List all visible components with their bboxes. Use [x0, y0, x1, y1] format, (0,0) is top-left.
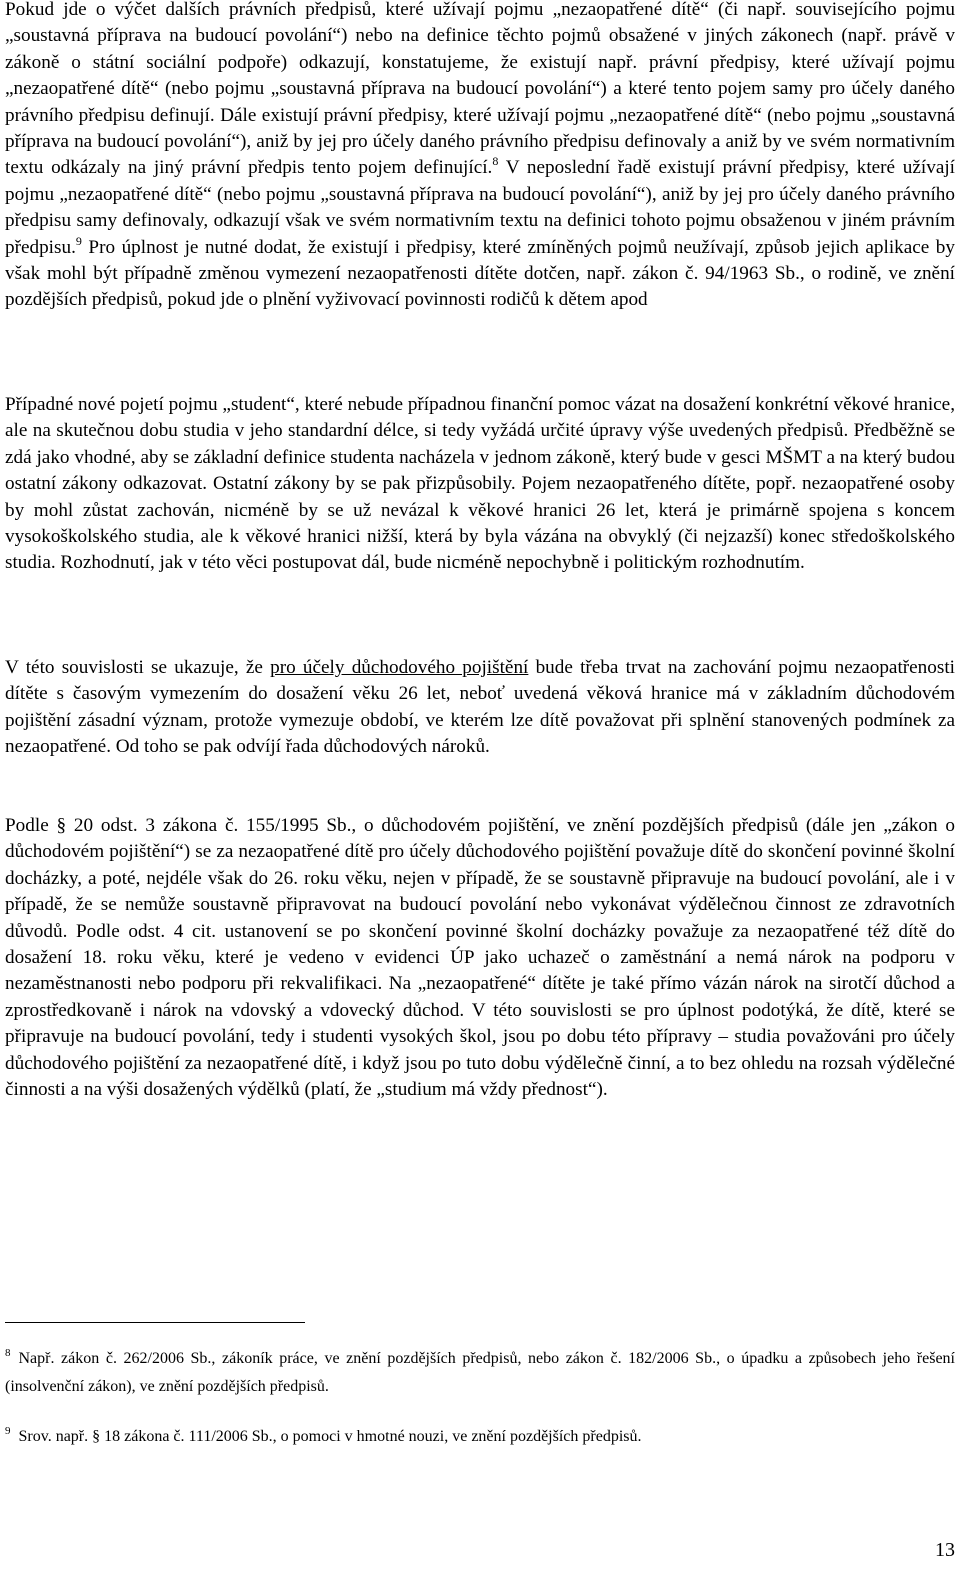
paragraph-text: Pro úplnost je nutné dodat, že existují i předpisy, které zmíněných pojmů neužívají, způsob jejich aplikace by však mohl být případně změnou vymezení nezaopatřenosti dítěte dotčen, např. zákon č. 94/1963 Sb., o rodině, ve znění pozdějších předpisů, pokud jde o plnění vyživovací povinnosti rodičů k dětem apod	[5, 236, 955, 311]
underlined-phrase: pro účely důchodového pojištění	[270, 657, 529, 678]
paragraph-section-20: Podle § 20 odst. 3 zákona č. 155/1995 Sb., o důchodovém pojištění, ve znění pozdějších předpisů (dále jen „zákon o důchodovém pojištění“) se za nezaopatřené dítě pro účely důchodového pojištění považuje dítě do skončení povinné školní docházky, a poté, nejdéle však do 26. roku věku, nejen v případě, že se soustavně připravuje na budoucí povolání, ale i v případě, že se nemůže soustavně připravovat na budoucí povolání nebo vykonávat výdělečnou činnost ze zdravotních důvodů. Podle odst. 4 cit. ustanovení se po skončení povinné školní docházky považuje za nezaopatřené též dítě do dosažení 18. roku věku, které je vedeno v evidenci ÚP jako uchazeč o zaměstnání a nemá nárok na podporu v nezaměstnanosti nebo podporu při rekvalifikaci. Na „nezaopatřené“ dítěte je také přímo vázán nárok na sirotčí důchod a zprostředkovaně i nárok na vdovský a vdovecký důchod. V této souvislosti se pro úplnost podotýká, že dítě, které se připravuje na budoucí povolání, tedy i studenti vysokých škol, jsou po dobu této přípravy – studia považováni pro účely důchodového pojištění za nezaopatřené dítě, i když jsou po tuto dobu výdělečně činní, a to bez ohledu na rozsah výdělečné činnosti a na výši dosažených výdělků (platí, že „studium má vždy přednost“).	[5, 815, 955, 1101]
footnote-reference[interactable]: 9	[75, 233, 82, 248]
footnote-8	[5, 1345, 955, 1401]
footnote-text: Např. zákon č. 262/2006 Sb., zákoník práce, ve znění pozdějších předpisů, nebo zákon č. 182/2006 Sb., o úpadku a způsobech jeho řešení (insolvenční zákon), ve znění pozdějších předpisů.	[5, 1350, 955, 1395]
paragraph-legal-references	[5, 0, 955, 314]
paragraph-text: bude třeba trvat na zachování pojmu nezaopatřenosti dítěte s časovým vymezením do dosažení věku 26 let, neboť uvedená věková hranice má v základním důchodovém pojištění zásadní význam, protože vymezuje období, ve kterém lze dítě považovat při splnění stanovených podmínek za nezaopatřené. Od toho se pak odvíjí řada důchodových nároků.	[5, 657, 955, 758]
footnote-number: 9	[5, 1425, 11, 1437]
paragraph-pension-insurance	[5, 655, 955, 761]
footnote-separator	[5, 1322, 305, 1323]
footnote-number: 8	[5, 1347, 11, 1359]
paragraph-student-concept: Případné nové pojetí pojmu „student“, které nebude případnou finanční pomoc vázat na dosažení konkrétní věkové hranice, ale na skutečnou dobu studia v jeho standardní délce, si tedy vyžádá určité úpravy výše uvedených předpisů. Předběžně se zdá jako vhodné, aby se základní definice studenta nacházela v jednom zákoně, který bude v gesci MŠMT a na který budou ostatní zákony odkazovat. Ostatní zákony by se pak přizpůsobily. Pojem nezaopatřeného dítěte, popř. nezaopatřené osoby by mohl zůstat zachován, nicméně by se už nevázal k věkové hranici 26 let, která je primárně spojena s koncem vysokoškolského studia, ale k věkové hranici nižší, která by byla vázána na obvyklý (či nejzazší) konec středoškolského studia. Rozhodnutí, jak v této věci postupovat dál, bude nicméně nepochybně i politickým rozhodnutím.	[5, 394, 955, 574]
page-number: 13	[935, 1539, 955, 1561]
paragraph-text: V neposlední řadě existují právní předpisy, které užívají pojmu „nezaopatřené dítě“ (nebo pojmu „soustavná příprava na budoucí povolání“), aniž by jej pro účely daného právního předpisu samy definovaly, odkazují však ve svém normativním textu na definici tohoto pojmu obsaženou v jiném právním předpisu.	[5, 157, 955, 258]
footnote-reference[interactable]: 8	[492, 154, 499, 169]
footnote-text: Srov. např. § 18 zákona č. 111/2006 Sb., o pomoci v hmotné nouzi, ve znění pozdějších předpisů.	[18, 1428, 642, 1445]
paragraph-text: Pokud jde o výčet dalších právních předpisů, které užívají pojmu „nezaopatřené dítě“ (či např. souvisejícího pojmu „soustavná příprava na budoucí povolání“) nebo na definice těchto pojmů obsažené v jiných zákonech (např. právě v zákoně o státní sociální podpoře) odkazují, konstatujeme, že existují např. právní předpisy, které užívají pojmu „nezaopatřené dítě“ (nebo pojmu „soustavná příprava na budoucí povolání“) a které tento pojem samy pro účely daného právního předpisu definují. Dále existují právní předpisy, které užívají pojmu „nezaopatřené dítě“ (nebo pojmu „soustavná příprava na budoucí povolání“), aniž by jej pro účely daného právního předpisu definovaly a aniž by ve svém normativním textu odkázaly na jiný právní předpis tento pojem definující.	[5, 0, 955, 179]
paragraph-text: V této souvislosti se ukazuje, že	[5, 657, 271, 678]
footnote-9	[5, 1423, 955, 1451]
